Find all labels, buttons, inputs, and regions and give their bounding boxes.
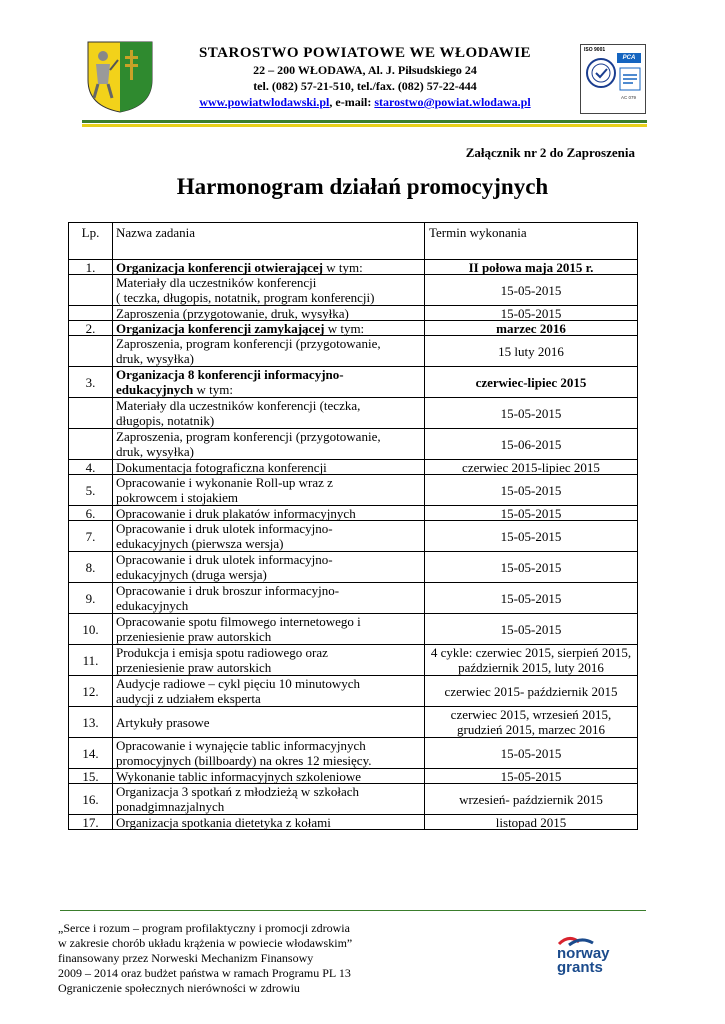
- task-deadline: czerwiec 2015-lipiec 2015: [425, 460, 638, 475]
- row-number: [69, 306, 113, 321]
- table-row: [69, 336, 638, 367]
- task-deadline: listopad 2015: [425, 815, 638, 830]
- row-number: 10.: [69, 614, 113, 645]
- task-name: Wykonanie tablic informacyjnych szkoleniowe: [113, 769, 425, 784]
- task-name: Opracowanie spotu filmowego internetowego i przeniesienie praw autorskich: [113, 614, 425, 645]
- table-row: [69, 506, 638, 521]
- table-row: [69, 398, 638, 429]
- table-row: [69, 429, 638, 460]
- row-number: 8.: [69, 552, 113, 583]
- row-number: [69, 336, 113, 367]
- row-number: [69, 275, 113, 306]
- table-row: [69, 614, 638, 645]
- logo-word-grants: grants: [557, 959, 603, 976]
- accreditation-icon: [619, 67, 641, 91]
- task-deadline: 15-05-2015: [425, 769, 638, 784]
- task-name: Opracowanie i wynajęcie tablic informacyjnych promocyjnych (billboardy) na okres 12 miesięcy.: [113, 738, 425, 769]
- header-rule-green: [82, 120, 647, 123]
- task-deadline: 15-05-2015: [425, 398, 638, 429]
- annex-note: Załącznik nr 2 do Zaproszenia: [465, 145, 635, 160]
- logo-word-norway: norway: [557, 945, 610, 962]
- table-row: [69, 552, 638, 583]
- row-number: 5.: [69, 475, 113, 506]
- iso-certificate-badge: [580, 44, 646, 114]
- table-row: [69, 306, 638, 321]
- task-deadline: czerwiec 2015- październik 2015: [425, 676, 638, 707]
- website-link[interactable]: www.powiatwlodawski.pl: [199, 95, 330, 109]
- email-prefix: , e-mail:: [329, 95, 375, 109]
- task-deadline: czerwiec-lipiec 2015: [425, 367, 638, 398]
- row-number: [69, 398, 113, 429]
- header-lp: Lp.: [69, 223, 113, 260]
- row-number: 7.: [69, 521, 113, 552]
- row-number: 2.: [69, 321, 113, 336]
- row-number: 16.: [69, 784, 113, 815]
- table-row: [69, 676, 638, 707]
- task-name: Opracowanie i druk plakatów informacyjnych: [113, 506, 425, 521]
- office-address: 22 – 200 WŁODAWA, Al. J. Piłsudskiego 24: [253, 63, 477, 77]
- header-term: Termin wykonania: [425, 223, 638, 260]
- row-number: 14.: [69, 738, 113, 769]
- task-name-bold: Organizacja konferencji zamykającej: [116, 320, 325, 336]
- row-number: 15.: [69, 769, 113, 784]
- task-deadline: 4 cykle: czerwiec 2015, sierpień 2015, październik 2015, luty 2016: [425, 645, 638, 676]
- header-task: Nazwa zadania: [113, 223, 425, 260]
- row-number: [69, 429, 113, 460]
- task-deadline: wrzesień- październik 2015: [425, 784, 638, 815]
- task-name: [113, 321, 425, 336]
- iso-label: ISO 9001: [584, 47, 606, 53]
- contact-links: [160, 94, 570, 110]
- footer-line: 2009 – 2014 oraz budżet państwa w ramach Programu PL 13: [58, 966, 351, 980]
- task-name: Materiały dla uczestników konferencji ( teczka, długopis, notatnik, program konferencji): [113, 275, 425, 306]
- task-name: Materiały dla uczestników konferencji (teczka, długopis, notatnik): [113, 398, 425, 429]
- schedule-table-body: [69, 223, 638, 830]
- table-row: [69, 769, 638, 784]
- task-deadline: 15 luty 2016: [425, 336, 638, 367]
- table-row: [69, 583, 638, 614]
- task-name: Organizacja spotkania dietetyka z kołami: [113, 815, 425, 830]
- row-number: 12.: [69, 676, 113, 707]
- email-link[interactable]: starostwo@powiat.wlodawa.pl: [374, 95, 531, 109]
- task-name: Produkcja i emisja spotu radiowego oraz przeniesienie praw autorskich: [113, 645, 425, 676]
- footer-line: w zakresie chorób układu krążenia w powiecie włodawskim”: [58, 936, 353, 950]
- pca-label: PCA: [617, 53, 641, 63]
- task-deadline: 15-05-2015: [425, 521, 638, 552]
- task-deadline: 15-05-2015: [425, 475, 638, 506]
- certification-seal-icon: [585, 57, 617, 89]
- task-name-bold: Organizacja konferencji otwierającej: [116, 259, 323, 275]
- table-row: [69, 645, 638, 676]
- footer-rule: [60, 910, 646, 911]
- accreditation-number: AC 079: [621, 95, 637, 100]
- office-name: STAROSTWO POWIATOWE WE WŁODAWIE: [198, 45, 532, 61]
- task-deadline: czerwiec 2015, wrzesień 2015, grudzień 2015, marzec 2016: [425, 707, 638, 738]
- task-name: Zaproszenia (przygotowanie, druk, wysyłka): [113, 306, 425, 321]
- task-deadline: 15-05-2015: [425, 552, 638, 583]
- task-name: Opracowanie i druk ulotek informacyjno- edukacyjnych (druga wersja): [113, 552, 425, 583]
- office-phone: tel. (082) 57-21-510, tel./fax. (082) 57-22-444: [253, 79, 477, 93]
- table-row: [69, 275, 638, 306]
- row-number: 11.: [69, 645, 113, 676]
- table-row: [69, 738, 638, 769]
- norway-grants-wordmark: [557, 947, 610, 975]
- task-name-rest: w tym:: [324, 320, 365, 336]
- task-name: Opracowanie i druk broszur informacyjno- edukacyjnych: [113, 583, 425, 614]
- row-number: 17.: [69, 815, 113, 830]
- county-coat-of-arms: [86, 40, 154, 114]
- footer-line: Ograniczenie społecznych nierówności w zdrowiu: [58, 981, 300, 995]
- footer-program-note: [58, 921, 478, 996]
- document-title: Harmonogram działań promocyjnych: [176, 174, 549, 199]
- task-deadline: 15-05-2015: [425, 583, 638, 614]
- row-number: 4.: [69, 460, 113, 475]
- table-row: [69, 367, 638, 398]
- row-number: 13.: [69, 707, 113, 738]
- task-deadline: 15-05-2015: [425, 614, 638, 645]
- task-deadline: 15-06-2015: [425, 429, 638, 460]
- task-name: Opracowanie i wykonanie Roll-up wraz z pokrowcem i stojakiem: [113, 475, 425, 506]
- task-deadline: 15-05-2015: [425, 738, 638, 769]
- schedule-table: [68, 222, 638, 830]
- header-rule-yellow: [82, 124, 647, 127]
- task-name: [113, 260, 425, 275]
- table-row: [69, 321, 638, 336]
- task-name-rest: w tym:: [193, 382, 234, 397]
- task-name: [113, 367, 425, 398]
- table-row: [69, 784, 638, 815]
- task-deadline: 15-05-2015: [425, 275, 638, 306]
- row-number: 1.: [69, 260, 113, 275]
- table-row: [69, 521, 638, 552]
- task-name: Artykuły prasowe: [113, 707, 425, 738]
- letterhead-text: [160, 44, 570, 110]
- task-name: Dokumentacja fotograficzna konferencji: [113, 460, 425, 475]
- task-name: Audycje radiowe – cykl pięciu 10 minutowych audycji z udziałem eksperta: [113, 676, 425, 707]
- task-name: Organizacja 3 spotkań z młodzieżą w szkołach ponadgimnazjalnych: [113, 784, 425, 815]
- table-header-row: [69, 223, 638, 260]
- row-number: 3.: [69, 367, 113, 398]
- task-deadline: 15-05-2015: [425, 306, 638, 321]
- table-row: [69, 815, 638, 830]
- table-row: [69, 707, 638, 738]
- task-deadline: II połowa maja 2015 r.: [425, 260, 638, 275]
- letterhead: [0, 0, 725, 125]
- footer-line: „Serce i rozum – program profilaktyczny i promocji zdrowia: [58, 921, 350, 935]
- table-row: [69, 460, 638, 475]
- task-deadline: marzec 2016: [425, 321, 638, 336]
- row-number: 9.: [69, 583, 113, 614]
- row-number: 6.: [69, 506, 113, 521]
- table-row: [69, 475, 638, 506]
- task-name: Zaproszenia, program konferencji (przygotowanie, druk, wysyłka): [113, 429, 425, 460]
- task-deadline: 15-05-2015: [425, 506, 638, 521]
- task-name: Zaproszenia, program konferencji (przygotowanie, druk, wysyłka): [113, 336, 425, 367]
- task-name: Opracowanie i druk ulotek informacyjno- edukacyjnych (pierwsza wersja): [113, 521, 425, 552]
- task-name-bold: Organizacja 8 konferencji informacyjno- edukacyjnych: [116, 367, 344, 397]
- norway-grants-logo: [555, 934, 635, 980]
- footer-line: finansowany przez Norweski Mechanizm Finansowy: [58, 951, 314, 965]
- task-name-rest: w tym:: [322, 259, 363, 275]
- table-row: [69, 260, 638, 275]
